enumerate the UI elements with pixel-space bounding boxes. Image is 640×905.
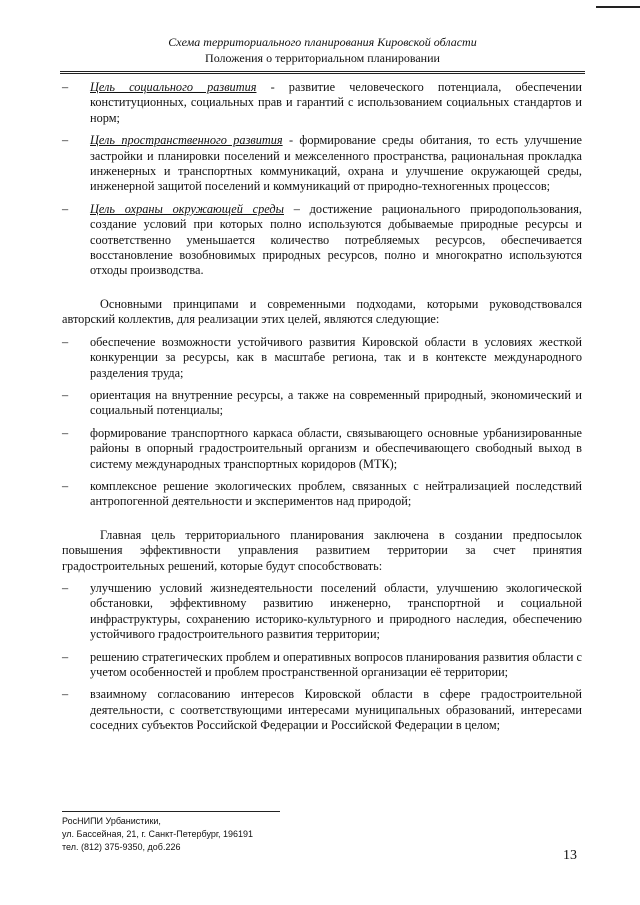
main-goal-list <box>62 581 582 734</box>
principle-item: – обеспечение возможности устойчивого развития Кировской области в условиях жесткой конкуренции за ресурсы, как в масштабе региона, так и в контексте международного разделения труда; <box>62 335 582 381</box>
footer-divider <box>62 811 280 812</box>
document-subtitle: Положения о территориальном планировании <box>205 51 440 65</box>
document-title: Схема территориального планирования Кировской области <box>168 35 477 49</box>
footer-address: ул. Бассейная, 21, г. Санкт-Петербург, 196191 <box>62 829 254 839</box>
goal-item-spatial <box>62 133 582 195</box>
page-footer <box>62 815 253 854</box>
page-body <box>62 80 582 741</box>
top-edge-rule <box>596 6 640 8</box>
footer-organization: РосНИПИ Урбанистики, <box>62 816 161 826</box>
main-goal-intro: Главная цель территориального планирования заключена в создании предпосылок повышения эффективности управления развитием территории за счет принятия градостроительных решений, которые будут способствовать: <box>62 527 582 573</box>
goal-term: Цель охраны окружающей среды <box>90 201 284 216</box>
main-goal-item: – взаимному согласованию интересов Кировской области в сфере градостроительной деятельности, с соответствующими интересами муниципальных образований, интересами соседних субъектов Российской Федерации и Российской Федерации в целом; <box>62 687 582 733</box>
goal-item-social <box>62 80 582 126</box>
principles-intro: Основными принципами и современными подходами, которыми руководствовался авторский коллектив, для реализации этих целей, являются следующие: <box>62 296 582 327</box>
main-goal-item: – решению стратегических проблем и оперативных вопросов планирования развития области с учетом особенностей и проблем пространственной организации её территории; <box>62 650 582 681</box>
page-header <box>60 34 585 66</box>
goal-term: Цель пространственного развития <box>90 133 283 148</box>
header-divider <box>60 71 585 74</box>
footer-phone: тел. (812) 375-9350, доб.226 <box>62 842 181 852</box>
goal-text: – достижение рационального природопользования, создание условий при которых полно используются добываемые природные ресурсы и соответственно уменьшается количество потребляемых ресурсов, обеспечивается восстановление возобновимых природных ресурсов, полно и многократно используются отходы производства. <box>90 201 582 278</box>
main-goal-item: – улучшению условий жизнедеятельности поселений области, улучшению экологической обстановки, эффективному развитию инженерно, транспортной и социальной инфраструктуры, сохранению историко-культурного и природного наследия, обеспечению устойчивого градостроительного развития территории; <box>62 581 582 643</box>
principles-list <box>62 335 582 510</box>
page-number: 13 <box>563 848 577 863</box>
goal-item-environment <box>62 202 582 279</box>
goal-text: - формирование среды обитания, то есть улучшение застройки и планировки поселений и межселенного пространства, рациональная прокладка инженерных и транспортных коммуникаций, охрана и улучшение окружающей среды, инженерной защитой поселений и коммуникаций от природно-техногенных процессов; <box>90 133 582 194</box>
goal-term: Цель социального развития <box>90 80 257 94</box>
goal-text: - развитие человеческого потенциала, обеспечении конституционных, социальных прав и гарантий с использованием социальных стандартов и норм; <box>90 80 582 125</box>
principle-item: – формирование транспортного каркаса области, связывающего основные урбанизированные районы в опорный градостроительный организм и обеспечивающего свободный выход в систему международных транспортных коридоров (МТК); <box>62 426 582 472</box>
principle-item: – ориентация на внутренние ресурсы, а также на современный природный, экономический и социальный потенциалы; <box>62 388 582 419</box>
principle-item: – комплексное решение экологических проблем, связанных с нейтрализацией последствий антропогенной деятельности и экспериментов над природой; <box>62 479 582 510</box>
goals-list <box>62 80 582 279</box>
